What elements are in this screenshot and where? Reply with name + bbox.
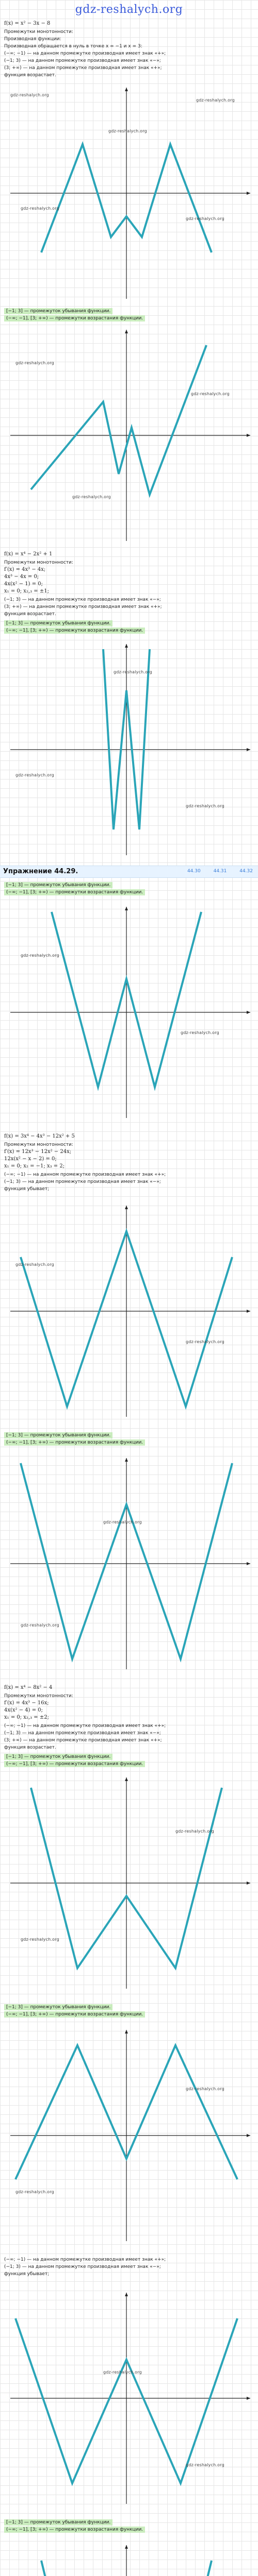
f3-derivative: f′(x) = 12x³ − 12x² − 24x; <box>4 1149 72 1155</box>
interval-inc-6: (−∞; −1], [3; +∞) — промежутки возрастания функции. <box>4 2011 145 2018</box>
x-arrow <box>247 1562 250 1565</box>
function-falls-5: функция убывает; <box>4 2272 50 2277</box>
watermark: gdz-reshalych.org <box>175 1829 214 1834</box>
x-arrow <box>247 2134 250 2137</box>
nav-link-44-31[interactable]: 44.31 <box>213 869 227 874</box>
section-bar-1 <box>0 866 258 878</box>
interval-inc-7: (−∞; −1], [3; +∞) — промежутки возрастания функции. <box>4 2527 145 2533</box>
interval-inc-5: (−∞; −1], [3; +∞) — промежутки возрастания функции. <box>4 1761 145 1767</box>
nav-link-44-30[interactable]: 44.30 <box>187 869 201 874</box>
section-nav-1 <box>176 869 253 874</box>
interval-inc-2: (−∞; −1], [3; +∞) — промежутки возрастания функции. <box>4 628 145 634</box>
increase-line-1: (−∞; −1) — на данном промежутке производная имеет знак «+»; <box>4 51 166 56</box>
label-monotonicity-1: Промежутки монотонности: <box>4 29 73 35</box>
f2-zero-1: 4x³ − 4x = 0; <box>4 574 39 580</box>
increase-line-1b: (3; +∞) — на данном промежутке производная имеет знак «+»; <box>4 65 162 71</box>
graph-6 <box>0 1453 258 1674</box>
increase-line-5: (−∞; −1) — на данном промежутке производная имеет знак «+»; <box>4 2257 166 2262</box>
graph-8-svg <box>0 2025 258 2246</box>
x-arrow <box>247 1882 250 1885</box>
increase-line-4: (−∞; −1) — на данном промежутке производная имеет знак «+»; <box>4 1723 166 1728</box>
watermark: gdz-reshalych.org <box>186 804 224 808</box>
watermark: gdz-reshalych.org <box>15 361 54 365</box>
watermark: gdz-reshalych.org <box>15 2190 54 2194</box>
function-grows-2: функция возрастает. <box>4 612 56 617</box>
y-arrow <box>125 1458 128 1462</box>
watermark: gdz-reshalych.org <box>191 392 230 396</box>
graph-9-svg <box>0 2287 258 2509</box>
increase-line-2: (3; +∞) — на данном промежутке производная имеет знак «+»; <box>4 604 162 609</box>
label-monotonicity-2: Промежутки монотонности: <box>4 560 73 565</box>
watermark: gdz-reshalych.org <box>21 1623 59 1628</box>
function-grows-1: функция возрастает. <box>4 73 56 78</box>
decrease-line-4: (−1; 3) — на данном промежутке производная имеет знак «−»; <box>4 1731 161 1736</box>
watermark: gdz-reshalych.org <box>103 2370 142 2375</box>
y-arrow <box>125 1206 128 1209</box>
graph-4-svg <box>0 902 258 1123</box>
function-3: f(x) = 3x⁴ − 4x³ − 12x² + 5 <box>4 1133 75 1139</box>
f4-roots: x₁ = 0; x₂,₃ = ±2; <box>4 1715 49 1720</box>
graph-9 <box>0 2287 258 2509</box>
y-arrow <box>125 907 128 910</box>
x-arrow <box>247 434 250 437</box>
label-derivative-1: Производная функции: <box>4 37 61 42</box>
watermark: gdz-reshalych.org <box>186 2087 224 2091</box>
function-1: f(x) = x² − 3x − 8 <box>4 21 51 26</box>
f2-derivative: f′(x) = 4x³ − 4x; <box>4 567 46 572</box>
watermark: gdz-reshalych.org <box>196 98 235 103</box>
function-4: f(x) = x⁴ − 8x² − 4 <box>4 1685 53 1690</box>
function-grows-4: функция возрастает. <box>4 1745 56 1750</box>
x-arrow <box>247 1310 250 1313</box>
watermark: gdz-reshalych.org <box>72 495 111 499</box>
decrease-line-1: (−1; 3) — на данном промежутке производная имеет знак «−»; <box>4 58 161 63</box>
zero-point-line-1: Производная обращается в нуль в точке x = −1 и x = 3: <box>4 44 142 49</box>
decrease-line-2: (−1; 3) — на данном промежутке производная имеет знак «−»; <box>4 597 161 602</box>
graph-10 <box>0 2540 258 2576</box>
interval-dec-6: [−1; 3] — промежуток убывания функции. <box>4 2004 112 2010</box>
y-arrow <box>125 644 128 648</box>
watermark: gdz-reshalych.org <box>15 773 54 777</box>
label-monotonicity-3: Промежутки монотонности: <box>4 1142 73 1147</box>
watermark: gdz-reshalych.org <box>10 93 49 97</box>
curve-2 <box>31 345 206 495</box>
watermark: gdz-reshalych.org <box>186 216 224 221</box>
interval-inc-1: (−∞; −1], [3; +∞) — промежутки возрастания функции. <box>4 315 145 321</box>
watermark: gdz-reshalych.org <box>21 953 59 958</box>
graph-5 <box>0 1200 258 1422</box>
graph-5-svg <box>0 1200 258 1422</box>
interval-dec-4: [−1; 3] — промежуток убывания функции. <box>4 1432 112 1438</box>
graph-7 <box>0 1772 258 1994</box>
interval-dec-3: [−1; 3] — промежуток убывания функции. <box>4 882 112 888</box>
f4-derivative: f′(x) = 4x³ − 16x; <box>4 1700 49 1706</box>
watermark: gdz-reshalych.org <box>181 1030 219 1035</box>
decrease-line-5: (−1; 3) — на данном промежутке производная имеет знак «−»; <box>4 2264 161 2269</box>
x-arrow <box>247 2397 250 2400</box>
function-falls-3: функция убывает; <box>4 1187 50 1192</box>
graph-10-svg <box>0 2540 258 2576</box>
decrease-line-3: (−1; 3) — на данном промежутке производная имеет знак «−»; <box>4 1179 161 1184</box>
f3-zero: 12x(x² − x − 2) = 0; <box>4 1156 57 1162</box>
watermark: gdz-reshalych.org <box>186 1340 224 1344</box>
interval-inc-4: (−∞; −1], [3; +∞) — промежутки возрастания функции. <box>4 1439 145 1446</box>
f3-roots: x₁ = 0; x₂ = −1; x₃ = 2; <box>4 1163 65 1169</box>
watermark: gdz-reshalych.org <box>108 129 147 133</box>
site-header <box>0 0 258 19</box>
graph-2-svg <box>0 325 258 546</box>
f2-zero-2: 4x(x² − 1) = 0; <box>4 581 43 587</box>
interval-dec-7: [−1; 3] — промежуток убывания функции. <box>4 2519 112 2526</box>
y-arrow <box>125 1777 128 1781</box>
graph-2 <box>0 325 258 546</box>
y-arrow <box>125 2545 128 2549</box>
y-arrow <box>125 2293 128 2296</box>
y-arrow <box>125 330 128 333</box>
graph-8 <box>0 2025 258 2246</box>
increase-line-3: (−∞; −1) — на данном промежутке производная имеет знак «+»; <box>4 1172 166 1177</box>
section-title-1: Упражнение 44.29. <box>3 868 78 875</box>
x-arrow <box>247 192 250 195</box>
watermark: gdz-reshalych.org <box>114 670 152 674</box>
interval-dec-5: [−1; 3] — промежуток убывания функции. <box>4 1754 112 1760</box>
graph-7-svg <box>0 1772 258 1994</box>
watermark: gdz-reshalych.org <box>103 1520 142 1524</box>
watermark: gdz-reshalych.org <box>21 206 59 211</box>
interval-dec-2: [−1; 3] — промежуток убывания функции. <box>4 620 112 626</box>
site-logo[interactable]: gdz-reshalych.org <box>75 3 183 16</box>
function-2: f(x) = x⁴ − 2x² + 1 <box>4 551 53 557</box>
label-monotonicity-4: Промежутки монотонности: <box>4 1693 73 1699</box>
f4-zero: 4x(x² − 4) = 0; <box>4 1707 43 1713</box>
graph-4 <box>0 902 258 1123</box>
y-arrow <box>125 88 128 91</box>
watermark: gdz-reshalych.org <box>186 2463 224 2467</box>
f2-roots: x₁ = 0; x₂,₃ = ±1; <box>4 588 49 594</box>
watermark: gdz-reshalych.org <box>21 1937 59 1942</box>
x-arrow <box>247 748 250 751</box>
interval-inc-3: (−∞; −1], [3; +∞) — промежутки возрастания функции. <box>4 889 145 895</box>
x-arrow <box>247 1011 250 1014</box>
watermark: gdz-reshalych.org <box>15 1262 54 1267</box>
graph-1-svg <box>0 82 258 304</box>
increase-line-4b: (3; +∞) — на данном промежутке производная имеет знак «+»; <box>4 1738 162 1743</box>
nav-link-44-32[interactable]: 44.32 <box>239 869 253 874</box>
y-arrow <box>125 2030 128 2033</box>
graph-1 <box>0 82 258 304</box>
graph-6-svg <box>0 1453 258 1674</box>
interval-dec-1: [−1; 3] — промежуток убывания функции. <box>4 308 112 314</box>
